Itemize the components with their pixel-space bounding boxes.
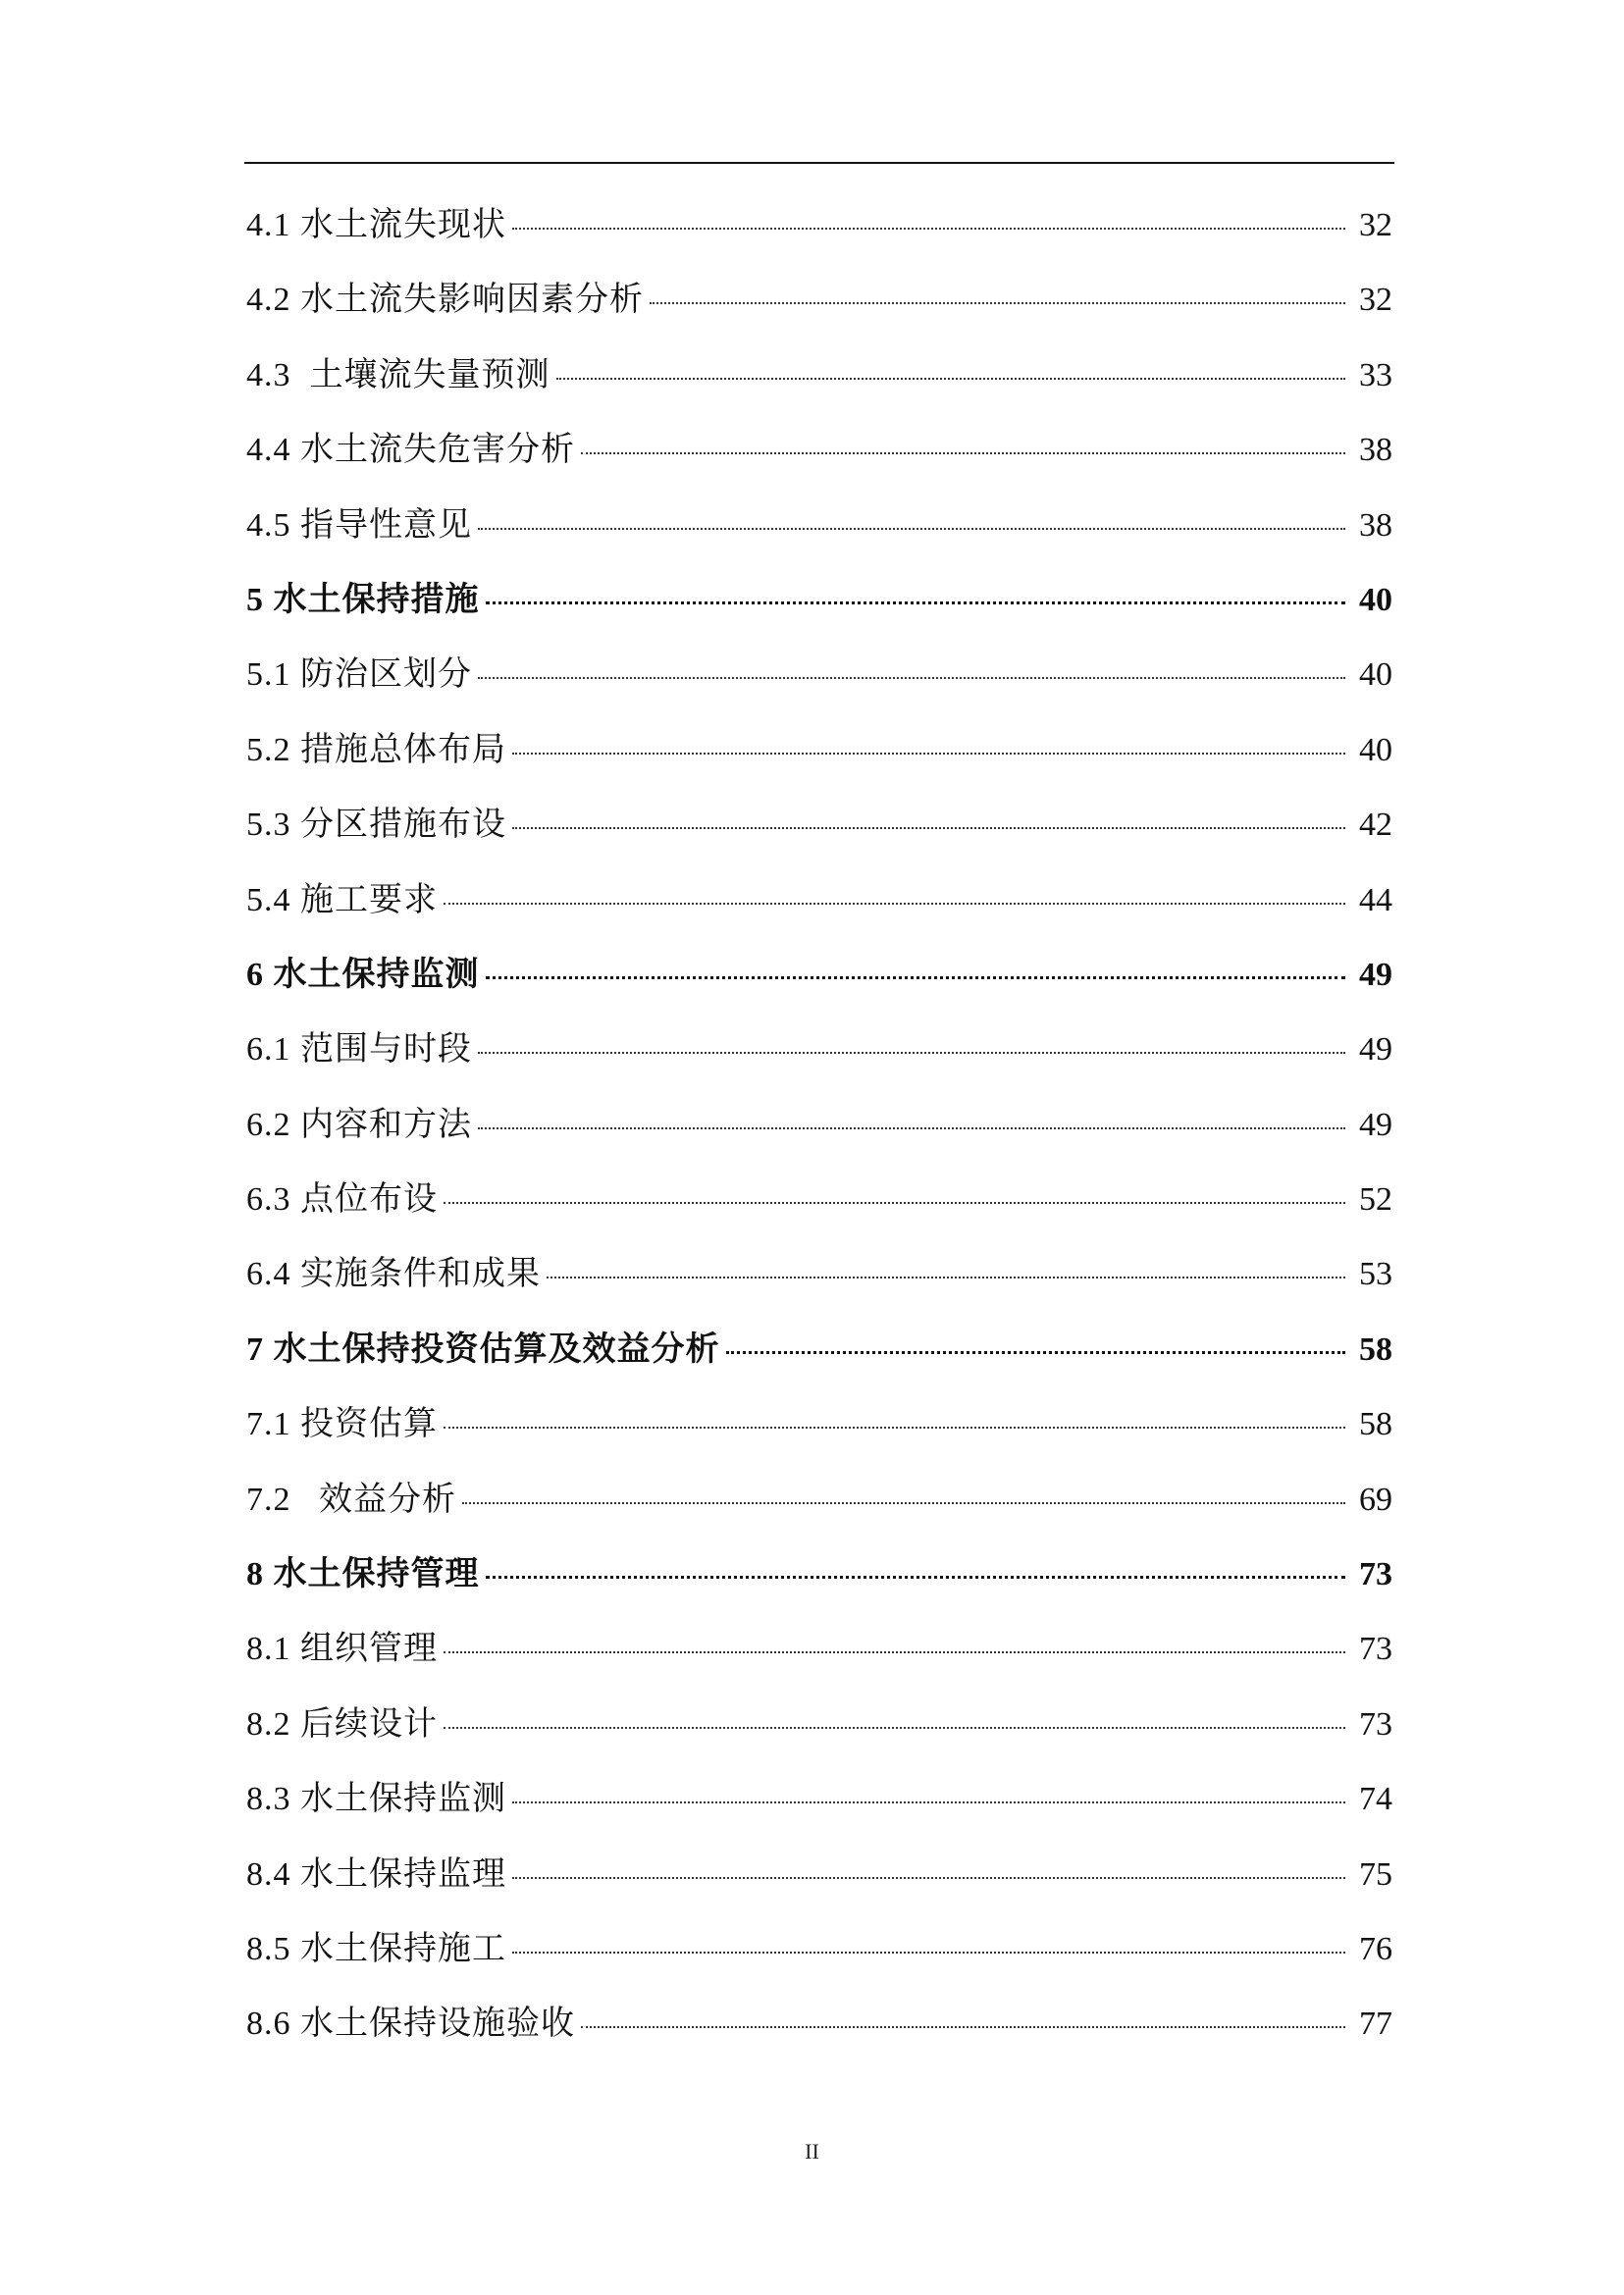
toc-section-entry[interactable] [246, 713, 1392, 788]
toc-entry-title: 7.2 效益分析 [246, 1481, 456, 1518]
toc-dot-leader [512, 753, 1345, 755]
toc-section-entry[interactable] [246, 263, 1392, 338]
header-rule [244, 162, 1394, 164]
toc-dot-leader [444, 1727, 1345, 1729]
toc-entry-page-number: 77 [1359, 2006, 1392, 2043]
toc-dot-leader [486, 1576, 1346, 1579]
toc-section-entry[interactable] [246, 489, 1392, 563]
toc-dot-leader [650, 302, 1345, 304]
toc-entry-title: 8 水土保持管理 [246, 1556, 480, 1593]
toc-entry-page-number: 73 [1359, 1556, 1392, 1593]
toc-entry-title: 8.3 水土保持监测 [246, 1781, 506, 1818]
toc-dot-leader [478, 1052, 1345, 1054]
toc-dot-leader [486, 601, 1346, 604]
toc-entry-title: 5.2 措施总体布局 [246, 731, 506, 768]
toc-entry-page-number: 73 [1359, 1705, 1392, 1743]
toc-dot-leader [556, 378, 1346, 380]
toc-section-entry[interactable] [246, 1612, 1392, 1687]
toc-entry-page-number: 74 [1359, 1781, 1392, 1818]
toc-entry-title: 6.3 点位布设 [246, 1181, 438, 1219]
toc-section-entry[interactable] [246, 413, 1392, 488]
toc-dot-leader [581, 2026, 1345, 2028]
toc-entry-title: 4.4 水土流失危害分析 [246, 432, 575, 469]
toc-entry-title: 5.1 防治区划分 [246, 656, 472, 694]
toc-chapter-entry[interactable] [246, 1538, 1392, 1612]
toc-section-entry[interactable] [246, 1838, 1392, 1912]
toc-section-entry[interactable] [246, 1463, 1392, 1538]
toc-section-entry[interactable] [246, 1387, 1392, 1462]
toc-entry-title: 7.1 投资估算 [246, 1406, 438, 1443]
toc-dot-leader [462, 1502, 1345, 1504]
toc-entry-page-number: 42 [1359, 807, 1392, 844]
table-of-contents [246, 188, 1392, 2062]
toc-dot-leader [512, 1952, 1345, 1954]
toc-section-entry[interactable] [246, 188, 1392, 263]
toc-chapter-entry[interactable] [246, 938, 1392, 1013]
toc-dot-leader [486, 976, 1346, 979]
toc-entry-title: 4.3 土壤流失量预测 [246, 356, 550, 393]
toc-dot-leader [444, 903, 1345, 905]
toc-entry-title: 4.5 指导性意见 [246, 506, 472, 544]
toc-section-entry[interactable] [246, 1088, 1392, 1163]
toc-section-entry[interactable] [246, 1237, 1392, 1312]
toc-entry-title: 4.1 水土流失现状 [246, 207, 506, 243]
toc-entry-page-number: 38 [1359, 432, 1392, 469]
toc-entry-page-number: 49 [1359, 1106, 1392, 1143]
toc-section-entry[interactable] [246, 788, 1392, 862]
toc-section-entry[interactable] [246, 638, 1392, 712]
toc-entry-page-number: 69 [1359, 1481, 1392, 1518]
toc-entry-title: 6.2 内容和方法 [246, 1106, 472, 1143]
toc-dot-leader [444, 1202, 1345, 1204]
toc-dot-leader [444, 1651, 1345, 1653]
toc-dot-leader [581, 452, 1345, 454]
toc-entry-page-number: 44 [1359, 881, 1392, 918]
toc-entry-page-number: 40 [1359, 731, 1392, 768]
toc-entry-title: 8.1 组织管理 [246, 1631, 438, 1668]
toc-section-entry[interactable] [246, 1987, 1392, 2061]
toc-entry-title: 6.4 实施条件和成果 [246, 1256, 541, 1293]
toc-entry-page-number: 58 [1359, 1406, 1392, 1443]
toc-entry-title: 8.2 后续设计 [246, 1705, 438, 1743]
toc-entry-title: 8.4 水土保持监理 [246, 1855, 506, 1893]
toc-chapter-entry[interactable] [246, 563, 1392, 638]
toc-dot-leader [478, 677, 1345, 679]
toc-dot-leader [726, 1351, 1346, 1354]
toc-entry-title: 4.2 水土流失影响因素分析 [246, 282, 644, 319]
toc-entry-page-number: 40 [1359, 581, 1392, 618]
toc-section-entry[interactable] [246, 1762, 1392, 1837]
toc-entry-title: 5.3 分区措施布设 [246, 807, 506, 844]
toc-dot-leader [512, 827, 1345, 829]
toc-entry-title: 5.4 施工要求 [246, 881, 438, 918]
toc-entry-title: 7 水土保持投资估算及效益分析 [246, 1330, 720, 1368]
toc-entry-page-number: 73 [1359, 1631, 1392, 1668]
toc-dot-leader [547, 1277, 1345, 1278]
toc-dot-leader [512, 1877, 1345, 1879]
toc-entry-title: 5 水土保持措施 [246, 581, 480, 618]
toc-entry-page-number: 76 [1359, 1930, 1392, 1967]
toc-entry-page-number: 75 [1359, 1855, 1392, 1893]
toc-entry-page-number: 49 [1359, 956, 1392, 993]
toc-dot-leader [512, 1801, 1345, 1803]
toc-entry-title: 6 水土保持监测 [246, 956, 480, 993]
toc-entry-title: 6.1 范围与时段 [246, 1031, 472, 1069]
page-number: II [805, 2139, 819, 2164]
toc-dot-leader [478, 528, 1345, 530]
toc-entry-page-number: 52 [1359, 1181, 1392, 1219]
toc-section-entry[interactable] [246, 1013, 1392, 1087]
toc-section-entry[interactable] [246, 339, 1392, 413]
toc-section-entry[interactable] [246, 863, 1392, 938]
toc-entry-page-number: 58 [1359, 1330, 1392, 1368]
toc-entry-page-number: 33 [1359, 356, 1392, 393]
toc-entry-title: 8.5 水土保持施工 [246, 1930, 506, 1967]
toc-chapter-entry[interactable] [246, 1313, 1392, 1387]
toc-entry-page-number: 32 [1359, 282, 1392, 319]
toc-entry-title: 8.6 水土保持设施验收 [246, 2006, 575, 2043]
toc-section-entry[interactable] [246, 1688, 1392, 1762]
toc-entry-page-number: 53 [1359, 1256, 1392, 1293]
toc-dot-leader [478, 1127, 1345, 1129]
toc-entry-page-number: 49 [1359, 1031, 1392, 1069]
toc-dot-leader [444, 1427, 1345, 1429]
toc-dot-leader [512, 228, 1345, 230]
toc-entry-page-number: 32 [1359, 207, 1392, 243]
toc-entry-page-number: 38 [1359, 506, 1392, 544]
toc-section-entry[interactable] [246, 1163, 1392, 1237]
toc-entry-page-number: 40 [1359, 656, 1392, 694]
toc-section-entry[interactable] [246, 1912, 1392, 1987]
